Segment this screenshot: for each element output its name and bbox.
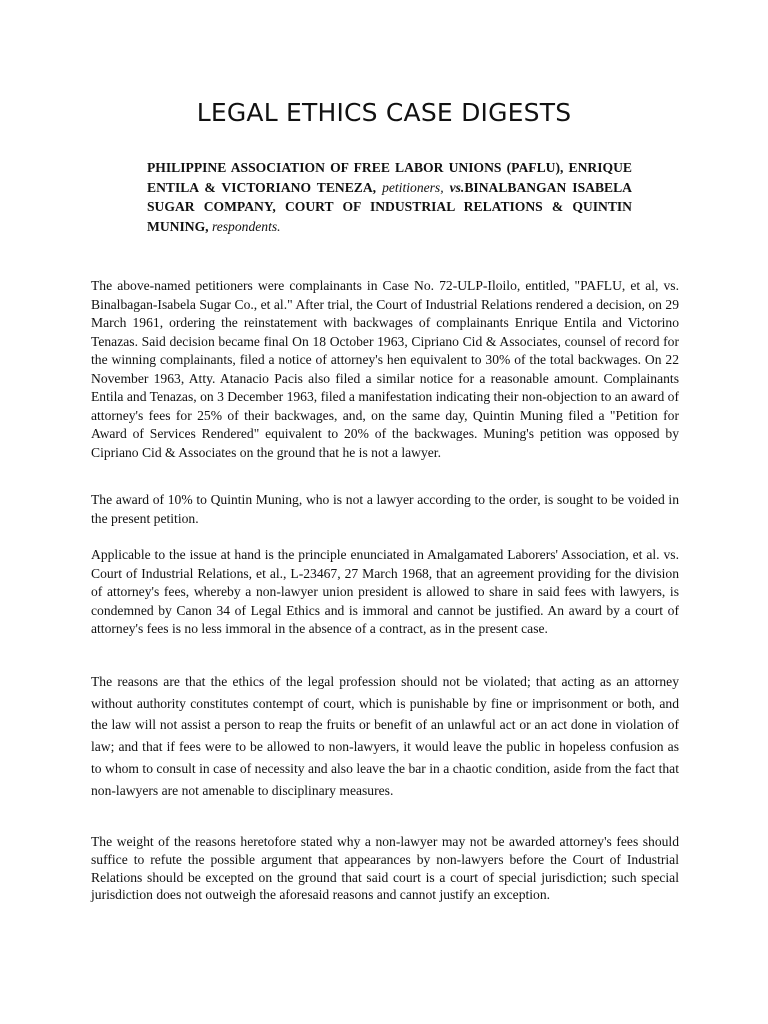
case-caption bbox=[147, 158, 632, 236]
paragraph-principle: Applicable to the issue at hand is the principle enunciated in Amalgamated Laborers' Association, et al. vs. Court of Industrial Relations, et al., L-23467, 27 March 1968, that an agreement providing for the division of attorney's fees, whereby a non-lawyer union president is allowed to share in said fees with lawyers, is condemned by Canon 34 of Legal Ethics and is immoral and cannot be justified. An award by a court of attorney's fees is no less immoral in the absence of a contract, as in the present case. bbox=[91, 547, 679, 636]
respondents-names: BINALBANGAN ISABELA SUGAR COMPANY, COURT OF INDUSTRIAL RELATIONS & QUINTIN MUNING, bbox=[147, 179, 632, 234]
petitioners-label: petitioners, bbox=[382, 179, 444, 195]
paragraph-reasons: The reasons are that the ethics of the legal profession should not be violated; that acting as an attorney without authority constitutes contempt of court, which is punishable by fine or imprisonment or both, and the law will not assist a person to reap the fruits or benefit of an unlawful act or an act done in violation of law; and that if fees were to be allowed to non-lawyers, it would leave the public in hopeless confusion as to whom to consult in case of necessity and also leave the bar in a chaotic condition, aside from the fact that non-lawyers are not amenable to disciplinary measures. bbox=[91, 674, 679, 798]
versus-label: vs. bbox=[449, 179, 465, 195]
paragraph-facts: The above-named petitioners were complainants in Case No. 72-ULP-Iloilo, entitled, "PAFLU, et al, vs. Binalbagan-Isabela Sugar Co., et al." After trial, the Court of Industrial Relations rendered a decision, on 29 March 1961, ordering the reinstatement with backwages of complainants Enrique Entila and Victorino Tenazas. Said decision became final On 18 October 1963, Cipriano Cid & Associates, counsel of record for the winning complainants, filed a notice of attorney's hen equivalent to 30% of the total backwages. On 22 November 1963, Atty. Atanacio Pacis also filed a similar notice for a reasonable amount. Complainants Entila and Tenazas, on 3 December 1963, filed a manifestation indicating their non-objection to an award of attorney's fees for 25% of their backwages, and, on the same day, Quintin Muning filed a "Petition for Award of Services Rendered" equivalent to 20% of the backwages. Muning's petition was opposed by Cipriano Cid & Associates on the ground that he is not a lawyer. bbox=[91, 278, 679, 460]
respondents-label: respondents. bbox=[211, 218, 281, 234]
petitioners-names: PHILIPPINE ASSOCIATION OF FREE LABOR UNIONS (PAFLU), ENRIQUE ENTILA & VICTORIANO TENEZA, bbox=[147, 160, 632, 195]
paragraph-conclusion: The weight of the reasons heretofore stated why a non-lawyer may not be awarded attorney's fees should suffice to refute the possible argument that appearances by non-lawyers before the Court of Industrial Relations should be excepted on the ground that said court is a court of special jurisdiction; such special jurisdiction does not outweigh the aforesaid reasons and cannot justify an exception. bbox=[91, 834, 679, 903]
paragraph-issue: The award of 10% to Quintin Muning, who is not a lawyer according to the order, is sought to be voided in the present petition. bbox=[91, 492, 679, 526]
document-title: LEGAL ETHICS CASE DIGESTS bbox=[196, 98, 572, 127]
